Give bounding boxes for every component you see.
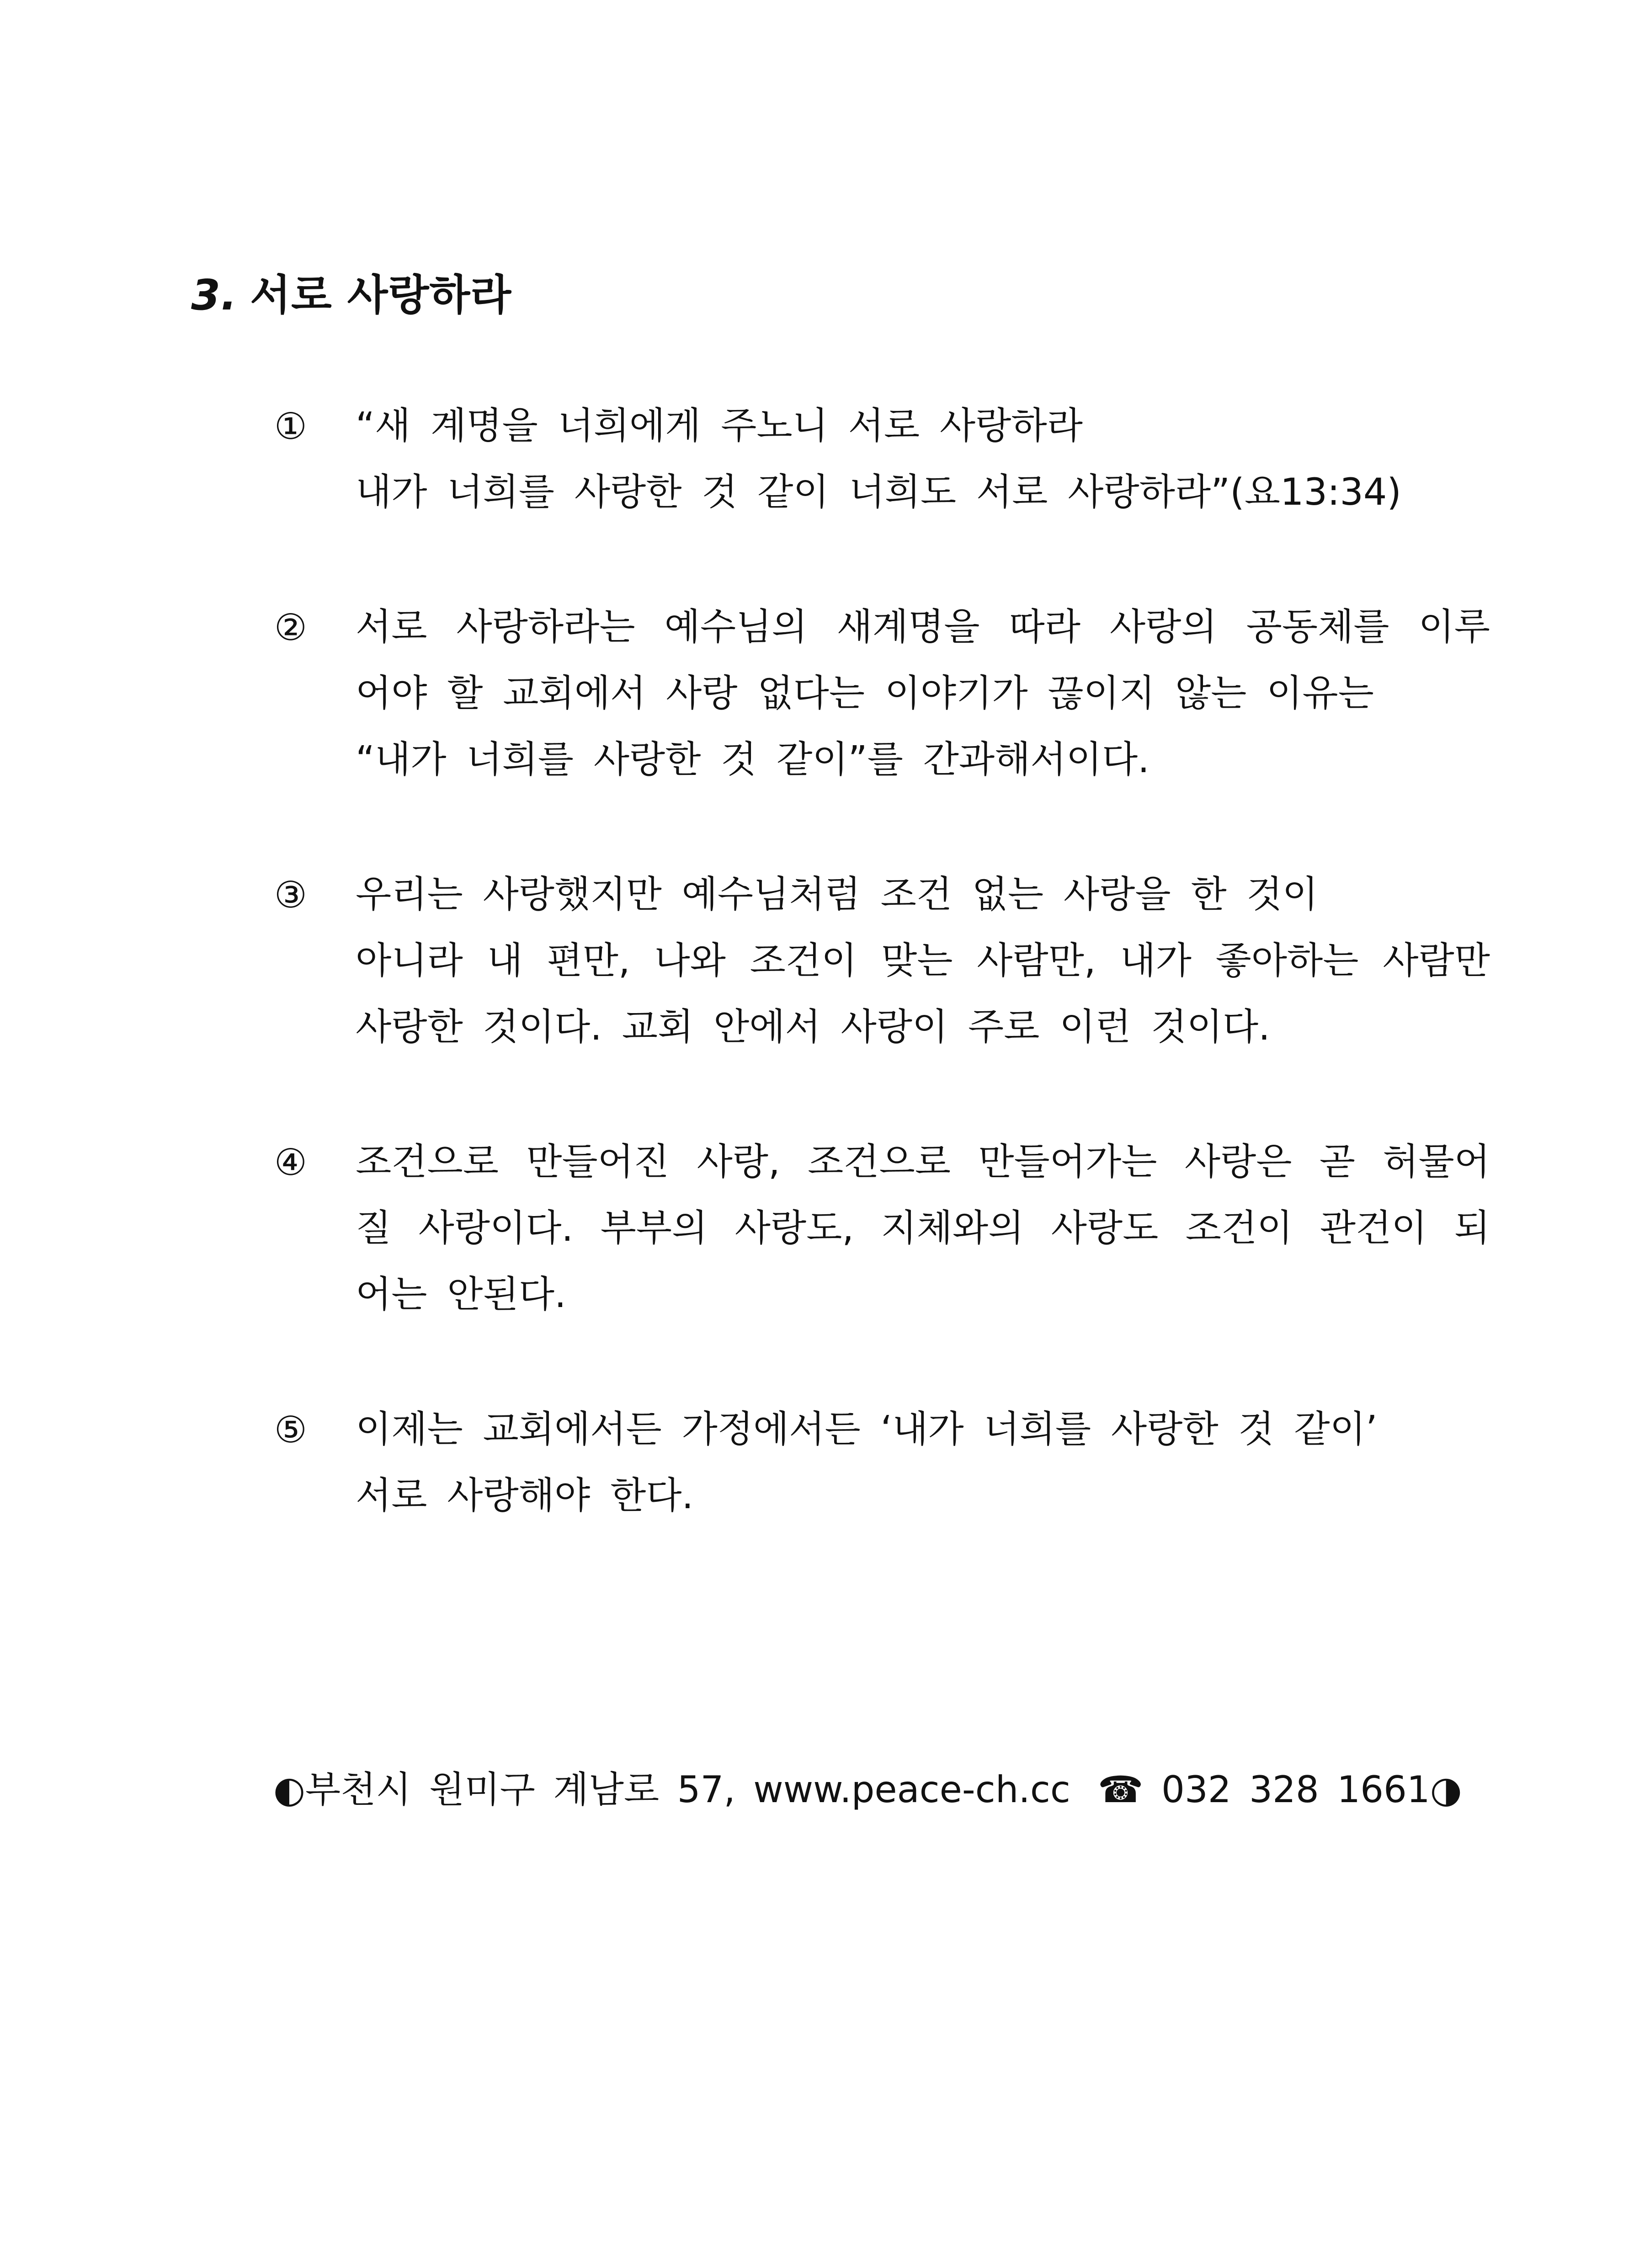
- footer-address: 부천시 원미구 계남로 57, www.peace-ch.cc: [305, 1768, 1070, 1811]
- section-heading: [191, 271, 512, 320]
- half-circle-right-icon: ◑: [1430, 1768, 1462, 1811]
- item-line: 서로 사랑하라는 예수님의 새계명을 따라 사랑의 공동체를 이루: [356, 606, 1490, 649]
- section-number: 3.: [191, 271, 237, 320]
- item-line: 질 사랑이다. 부부의 사랑도, 지체와의 사랑도 조건이 관건이 되: [356, 1207, 1490, 1250]
- item-line: 내가 너희를 사랑한 것 같이 너희도 서로 사랑하라”(요13:34): [356, 471, 1401, 514]
- item-line: 아니라 내 편만, 나와 조건이 맞는 사람만, 내가 좋아하는 사람만: [356, 939, 1490, 982]
- item-marker: ②: [274, 606, 307, 649]
- list-item: [274, 862, 1490, 1061]
- numbered-list: [274, 393, 1490, 1598]
- half-circle-left-icon: ◐: [273, 1768, 305, 1811]
- item-line: 사랑한 것이다. 교회 안에서 사랑이 주로 이런 것이다.: [356, 1006, 1270, 1049]
- phone-icon: ☎: [1097, 1768, 1144, 1811]
- footer-phone: 032 328 1661: [1161, 1768, 1430, 1811]
- item-line: 이제는 교회에서든 가정에서든 ‘내가 너희를 사랑한 것 같이’: [356, 1408, 1378, 1451]
- item-line: 어는 안된다.: [356, 1273, 566, 1316]
- item-line: 어야 할 교회에서 사랑 없다는 이야기가 끊이지 않는 이유는: [356, 672, 1374, 715]
- item-line: 서로 사랑해야 한다.: [356, 1474, 694, 1517]
- item-marker: ③: [274, 874, 307, 916]
- item-line: 우리는 사랑했지만 예수님처럼 조건 없는 사랑을 한 것이: [356, 873, 1318, 916]
- item-line: 조건으로 만들어진 사랑, 조건으로 만들어가는 사랑은 곧 허물어: [356, 1141, 1490, 1184]
- item-line: “새 계명을 너희에게 주노니 서로 사랑하라: [356, 405, 1083, 448]
- item-marker: ①: [274, 405, 307, 448]
- list-item: [274, 393, 1490, 526]
- list-item: [274, 1129, 1490, 1328]
- list-item: [274, 594, 1490, 793]
- list-item: [274, 1397, 1490, 1529]
- footer-contact: [273, 1768, 1462, 1811]
- item-marker: ④: [274, 1141, 307, 1184]
- item-line: “내가 너희를 사랑한 것 같이”를 간과해서이다.: [356, 738, 1150, 781]
- section-title: 서로 사랑하라: [250, 271, 512, 320]
- item-marker: ⑤: [274, 1409, 307, 1451]
